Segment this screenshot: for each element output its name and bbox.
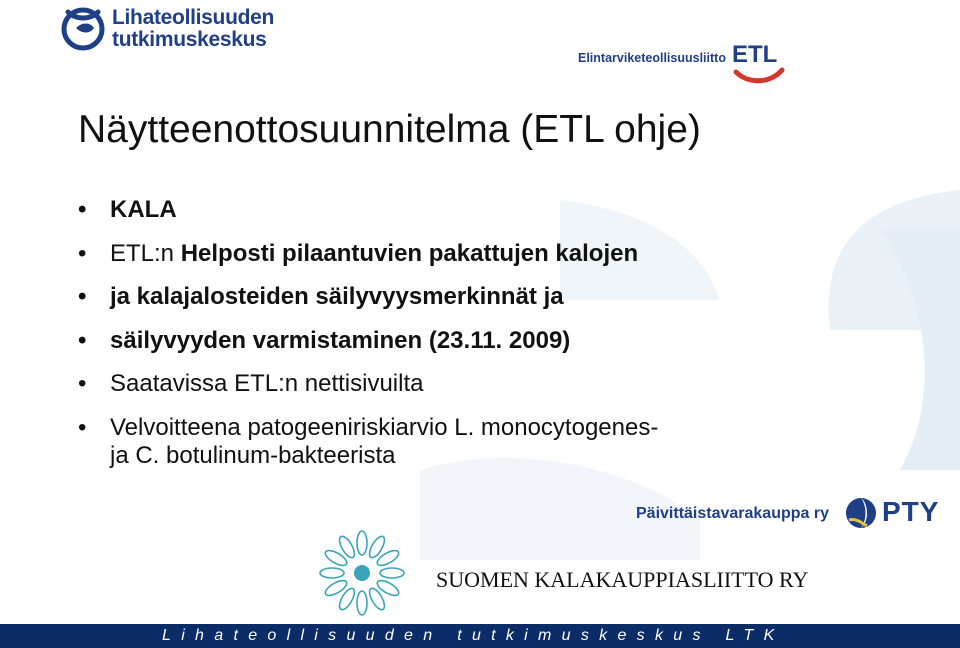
bullet-text: Saatavissa ETL:n nettisivuilta bbox=[110, 370, 424, 397]
bullet-item bbox=[78, 327, 838, 355]
footer-text: Lihateollisuuden tutkimuskeskus LTK bbox=[162, 627, 785, 644]
etl-organization-name: Elintarviketeollisuusliitto bbox=[578, 51, 726, 65]
bullet-item bbox=[78, 414, 838, 470]
institute-name-line2: tutkimuskeskus bbox=[112, 28, 267, 51]
pty-mark-icon bbox=[845, 496, 877, 530]
slide-title: Näytteenottosuunnitelma (ETL ohje) bbox=[78, 108, 701, 151]
institute-name bbox=[112, 7, 274, 51]
fish-wreath-icon bbox=[316, 528, 408, 618]
bullet-text: säilyvyyden varmistaminen (23.11. 2009) bbox=[110, 326, 571, 354]
bullet-text-bold: Helposti pilaantuvien pakattujen kalojen bbox=[180, 239, 639, 267]
bullet-item bbox=[78, 240, 838, 268]
bullet-text: KALA bbox=[110, 196, 177, 223]
bullet-text-line1: • Velvoitteena patogeeniriskiarvio L. monocytogenes- bbox=[110, 413, 659, 441]
bullet-text: ja kalajalosteiden säilyvyysmerkinnät ja bbox=[110, 283, 564, 310]
bullet-text-line2: ja C. botulinum-bakteerista bbox=[110, 441, 396, 469]
bullet-item bbox=[78, 370, 838, 398]
bullet-text-prefix: ETL:n bbox=[110, 239, 181, 267]
etl-logo-icon bbox=[730, 38, 788, 86]
institute-logo bbox=[60, 4, 320, 54]
institute-name-line1: Lihateollisuuden bbox=[112, 6, 275, 29]
bullet-item bbox=[78, 196, 838, 224]
footer-band bbox=[0, 624, 960, 648]
svg-text:ETL: ETL bbox=[732, 41, 778, 68]
pty-logo-word: PTY bbox=[882, 496, 940, 527]
pty-organization-name: Päivittäistavarakauppa ry bbox=[636, 505, 829, 522]
fish-association-name: SUOMEN KALAKAUPPIASLIITTO RY bbox=[436, 567, 809, 592]
fish-circle-icon bbox=[60, 4, 108, 52]
bullet-item bbox=[78, 283, 838, 311]
bullet-list bbox=[78, 196, 838, 485]
